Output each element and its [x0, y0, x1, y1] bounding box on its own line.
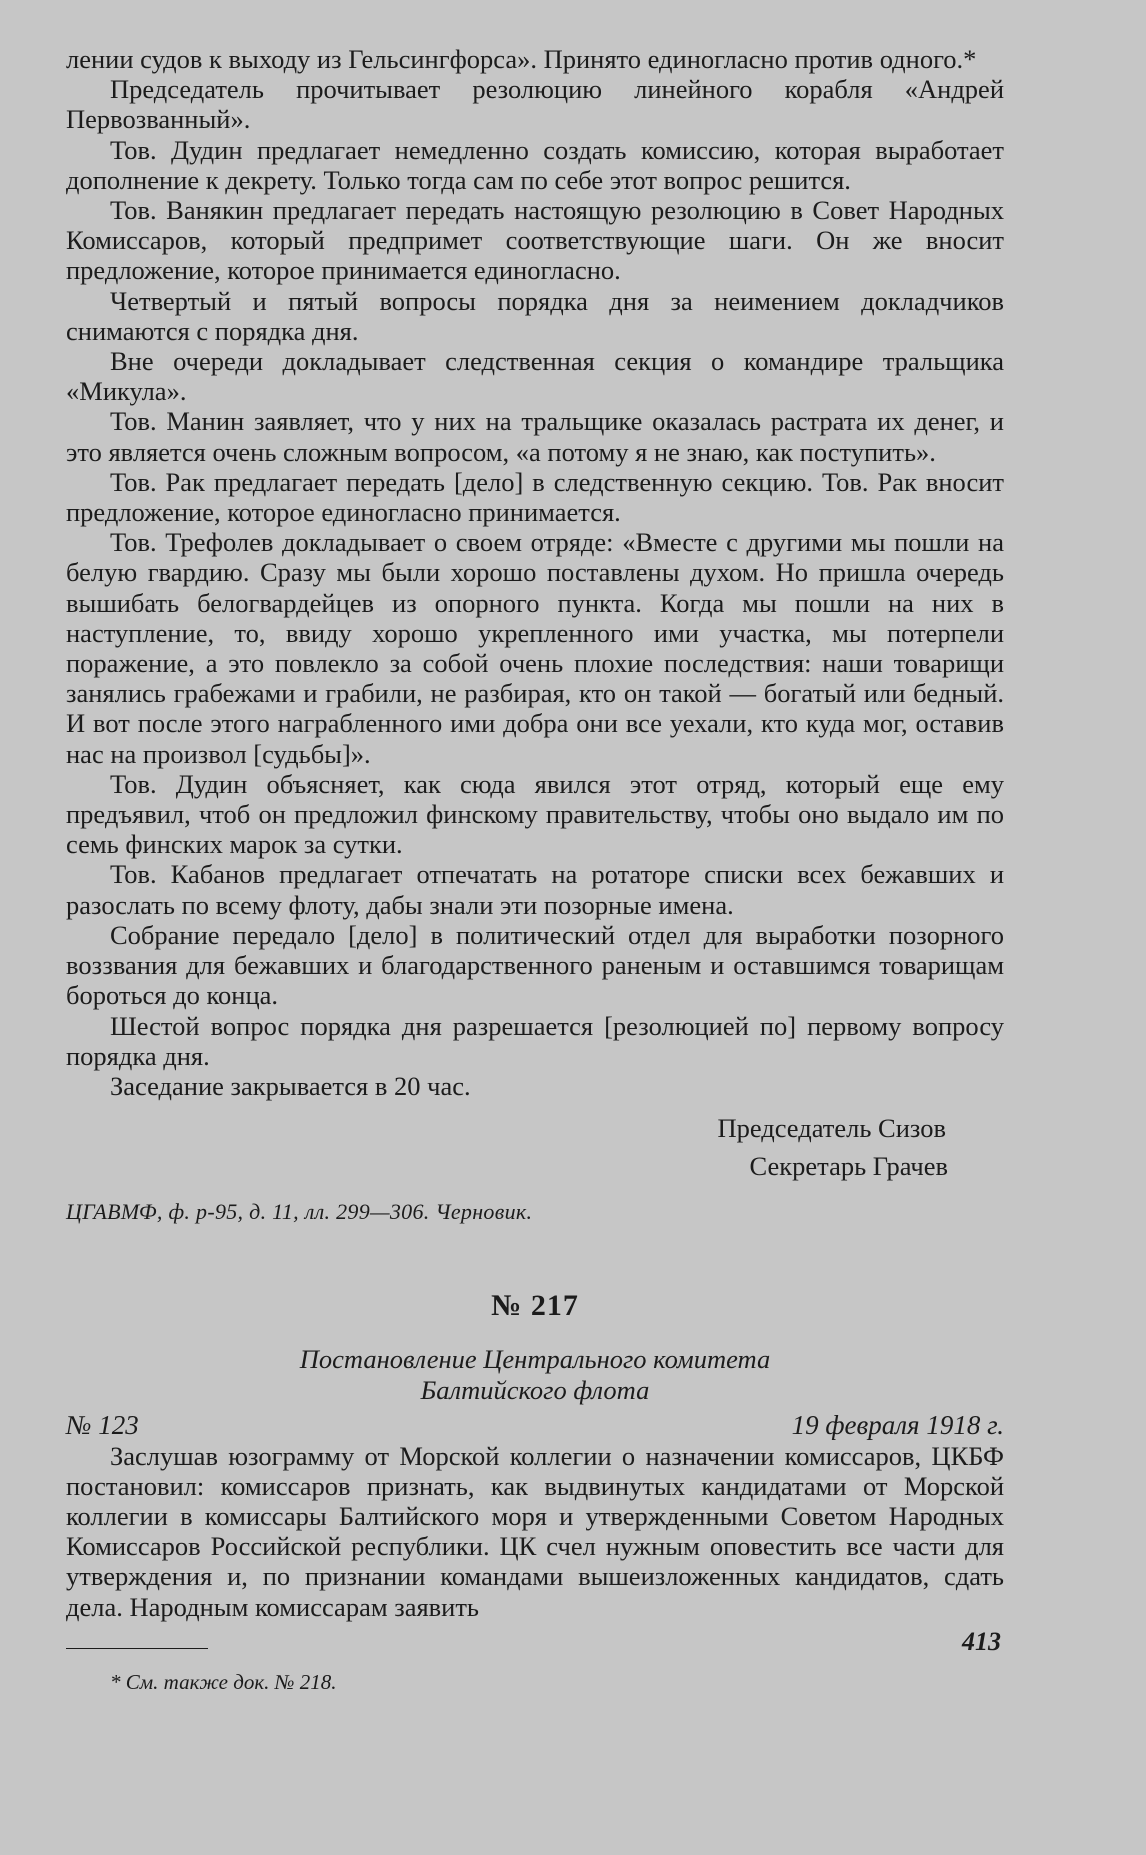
archive-source: ЦГАВМФ, ф. р-95, д. 11, лл. 299—306. Черновик. — [66, 1199, 533, 1225]
paragraph: Четвертый и пятый вопросы порядка дня за неимением докладчиков снимаются с порядка дня. — [66, 285, 1004, 346]
secretary-signature: Секретарь Грачев — [749, 1151, 948, 1182]
paragraph: Тов. Кабанов предлагает отпечатать на ротаторе списки всех бежавших и разослать по всему флоту, дабы знали эти позорные имена. — [66, 859, 1004, 920]
chair-signature: Председатель Сизов — [717, 1113, 946, 1144]
paragraph: Тов. Трефолев докладывает о своем отряде: «Вместе с другими мы пошли на белую гвардию. Сразу мы были хорошо поставлены духом. Но пришла очередь вышибать белогвардейцев из опорного пункта. Когда мы пошли на них в наступление, то, ввиду хорошо укрепленного ими участка, мы потерпели поражение, а это повлекло за собой очень плохие последствия: наши товарищи занялись грабежами и грабили, не разбирая, кто он такой — богатый или бедный. И вот после этого награбленного ими добра они все уехали, кто куда мог, оставив нас на произвол [судьбы]». — [66, 527, 1004, 769]
paragraph: Тов. Рак предлагает передать [дело] в следственную секцию. Тов. Рак вносит предложение, которое единогласно принимается. — [66, 466, 1004, 528]
document-meta — [66, 1409, 1004, 1441]
signature-block — [66, 1109, 1004, 1185]
paragraph: Заседание закрывается в 20 час. — [110, 1070, 471, 1101]
paragraph: Собрание передало [дело] в политический отдел для выработки позорного воззвания для бежавших и благодарственного раненым и оставшимся товарищам бороться до конца. — [66, 919, 1004, 1011]
paragraph: Председатель прочитывает резолюцию линейного корабля «Андрей Первозванный». — [66, 74, 1004, 135]
page-number: 413 — [962, 1627, 1001, 1656]
paragraph: Тов. Ванякин предлагает передать настоящую резолюцию в Совет Народных Комиссаров, который предпримет соответствующие шаги. Он же вносит предложение, которое принимается единогласно. — [66, 195, 1004, 286]
document-title-line: Постановление Центрального комитета — [299, 1343, 771, 1374]
paragraph: лении судов к выходу из Гельсингфорса». Принято единогласно против одного.* — [66, 44, 977, 74]
registration-number: № 123 — [66, 1409, 139, 1440]
footnote: * См. также док. № 218. — [110, 1670, 337, 1695]
paragraph: Вне очереди докладывает следственная секция о командире тральщика «Микула». — [66, 346, 1004, 407]
document-text: Заслушав юзограмму от Морской коллегии о назначении комиссаров, ЦКБФ постановил: комиссаров признать, как выдвинутых кандидатами от Морской коллегии в комиссары Балтийского моря и утвержденными Советом Народных Комиссаров Российской республики. ЦК счел нужным оповестить все части для утверждения и, по признании командами вышеизложенных кандидатов, сдать дела. Народным комиссарам заявить — [66, 1440, 1004, 1622]
paragraph: Тов. Манин заявляет, что у них на тральщике оказалась растрата их денег, и это является очень сложным вопросом, «а потому я не знаю, как поступить». — [66, 406, 1004, 467]
document-number: № 217 — [491, 1289, 579, 1323]
paragraph: Шестой вопрос порядка дня разрешается [резолюцией по] первому вопросу порядка дня. — [66, 1010, 1004, 1071]
footnote-divider — [66, 1648, 208, 1650]
paragraph: Тов. Дудин предлагает немедленно создать комиссию, которая выработает дополнение к декрету. Только тогда сам по себе этот вопрос решится. — [66, 134, 1004, 195]
document-title-line: Балтийского флота — [420, 1374, 650, 1405]
document-title — [66, 1344, 1004, 1406]
document-date: 19 февраля 1918 г. — [791, 1409, 1004, 1440]
paragraph: Тов. Дудин объясняет, как сюда явился этот отряд, который еще ему предъявил, чтоб он предложил финскому правительству, чтобы оно выдало им по семь финских марок за сутки. — [66, 768, 1004, 860]
page-text — [66, 44, 1004, 1697]
